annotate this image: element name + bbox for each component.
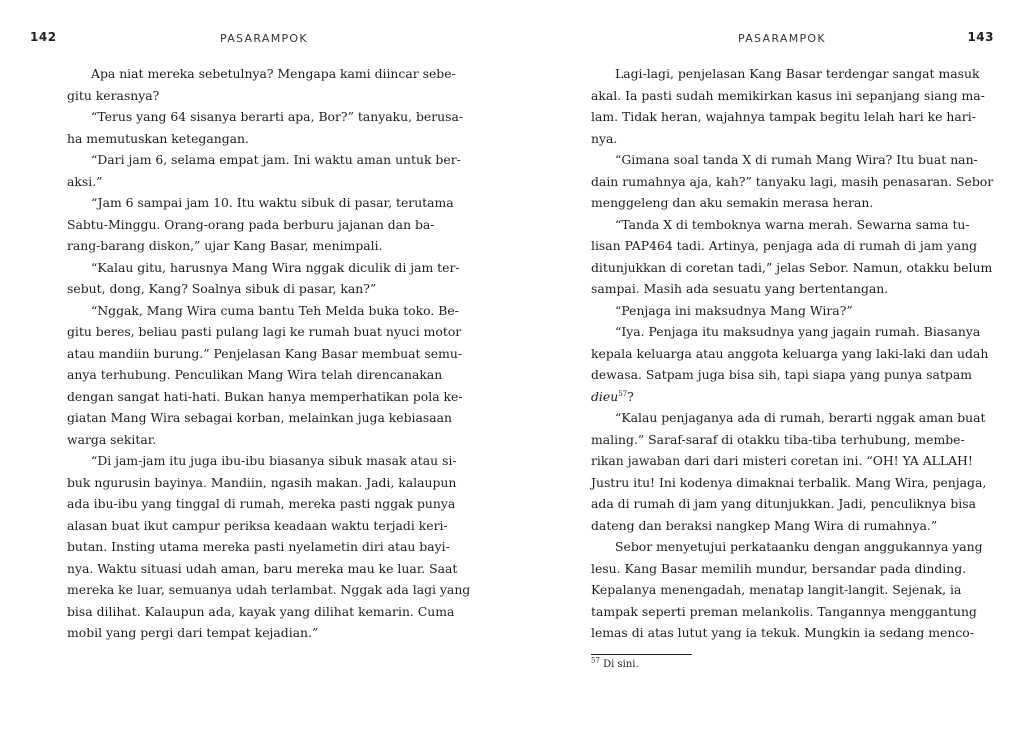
text-line: lam. Tidak heran, wajahnya tampak begitu lelah hari ke hari- [591, 109, 976, 124]
text-line [591, 386, 958, 408]
text-line: bisa dilihat. Kalaupun ada, kayak yang dilihat kemarin. Cuma [67, 603, 455, 619]
text-line: tampak seperti preman melankolis. Tangannya menggantung [591, 603, 977, 619]
footnote-ref: 57 [618, 389, 628, 398]
footnote-text: Di sini. [603, 659, 639, 670]
page-number-left: 142 [30, 30, 57, 44]
text-line: aksi.” [67, 173, 103, 189]
footnote-number: 57 [591, 656, 600, 665]
text-line: “Gimana soal tanda X di rumah Mang Wira? Itu buat nan- [615, 152, 978, 167]
text-line: “Kalau gitu, harusnya Mang Wira nggak diculik di jam ter- [91, 259, 460, 275]
text-line: “Jam 6 sampai jam 10. Itu waktu sibuk di pasar, terutama [91, 195, 454, 210]
text-line: dengan sangat hati-hati. Bukan hanya memperhatikan pola ke- [67, 388, 463, 404]
right-page [512, 0, 1024, 748]
text-line: ada ibu-ibu yang tinggal di rumah, mereka pasti nggak punya [67, 496, 456, 511]
text-line: warga sekitar. [67, 431, 157, 447]
text-line: dateng dan beraksi nangkep Mang Wira di rumahnya.” [591, 517, 938, 533]
text-line: rikan jawaban dari dari misteri coretan ini. “OH! YA ALLAH! [591, 453, 973, 468]
text-line: nya. [591, 130, 618, 146]
line-tail: ? [627, 388, 634, 404]
text-line: lemas di atas lutut yang ia tekuk. Mungkin ia sedang menco- [591, 625, 974, 640]
text-line: atau mandiin burung.” Penjelasan Kang Basar membuat semu- [67, 345, 463, 361]
italic-word: dieu [591, 388, 619, 404]
text-line: Kepalanya menengadah, menatap langit-langit. Sejenak, ia [591, 582, 962, 597]
running-head-left: PASARAMPOK [220, 32, 308, 45]
text-line: rang-barang diskon,” ujar Kang Basar, menimpali. [67, 238, 383, 253]
text-line: “Terus yang 64 sisanya berarti apa, Bor?” tanyaku, berusa- [91, 109, 464, 124]
text-line: mobil yang pergi dari tempat kejadian.” [67, 625, 319, 640]
left-page-body [67, 63, 471, 644]
text-line: mereka ke luar, semuanya udah terlambat. Nggak ada lagi yang [67, 582, 471, 597]
text-line: dain rumahnya aja, kah?” tanyaku lagi, masih penasaran. Sebor [591, 173, 994, 189]
text-line: giatan Mang Wira sebagai korban, melainkan juga kebiasaan [67, 410, 453, 425]
text-line: lesu. Kang Basar memilih mundur, bersandar pada dinding. [591, 560, 967, 576]
text-line: buk ngurusin bayinya. Mandiin, ngasih makan. Jadi, kalaupun [67, 474, 457, 490]
text-line: ada di rumah di jam yang ditunjukkan. Jadi, penculiknya bisa [591, 496, 977, 511]
text-line: alasan buat ikut campur periksa keadaan waktu terjadi keri- [67, 517, 448, 533]
text-line: sebut, dong, Kang? Soalnya sibuk di pasar, kan?” [67, 281, 377, 296]
text-line: lisan PAP464 tadi. Artinya, penjaga ada di rumah di jam yang [591, 238, 978, 253]
text-line: gitu kerasnya? [67, 87, 160, 103]
text-line: Sebor menyetujui perkataanku dengan anggukannya yang [615, 539, 983, 554]
text-line: “Nggak, Mang Wira cuma bantu Teh Melda buka toko. Be- [91, 302, 459, 318]
text-line: “Di jam-jam itu juga ibu-ibu biasanya sibuk masak atau si- [91, 453, 457, 468]
text-line: Sabtu-Minggu. Orang-orang pada berburu jajanan dan ba- [67, 216, 435, 232]
text-line: “Penjaga ini maksudnya Mang Wira?” [615, 302, 853, 318]
text-line: Lagi-lagi, penjelasan Kang Basar terdengar sangat masuk [615, 66, 980, 81]
text-line: maling.” Saraf-saraf di otakku tiba-tiba terhubung, membe- [591, 431, 965, 447]
page-number-right: 143 [967, 30, 994, 44]
text-line: Justru itu! Ini kodenya dimaknai terbalik. Mang Wira, penjaga, [591, 474, 987, 490]
text-line: menggeleng dan aku semakin merasa heran. [591, 195, 874, 210]
text-line: butan. Insting utama mereka pasti nyelametin diri atau bayi- [67, 539, 450, 554]
text-line: akal. Ia pasti sudah memikirkan kasus ini sepanjang siang ma- [591, 87, 985, 103]
text-line: “Dari jam 6, selama empat jam. Ini waktu aman untuk ber- [91, 152, 461, 167]
text-line: gitu beres, beliau pasti pulang lagi ke rumah buat nyuci motor [67, 324, 462, 339]
text-line: kepala keluarga atau anggota keluarga yang laki-laki dan udah [591, 345, 989, 361]
text-line: sampai. Masih ada sesuatu yang bertentangan. [591, 281, 889, 296]
text-line: dewasa. Satpam juga bisa sih, tapi siapa yang punya satpam [591, 367, 972, 382]
footnote [591, 658, 639, 672]
text-line: ha memutuskan ketegangan. [67, 130, 249, 146]
text-line: “Kalau penjaganya ada di rumah, berarti nggak aman buat [615, 410, 986, 425]
text-line: Apa niat mereka sebetulnya? Mengapa kami diincar sebe- [91, 66, 456, 81]
text-line: anya terhubung. Penculikan Mang Wira telah direncanakan [67, 367, 443, 382]
text-line: “Iya. Penjaga itu maksudnya yang jagain rumah. Biasanya [615, 324, 981, 339]
footnote-separator [591, 654, 692, 655]
text-line: nya. Waktu situasi udah aman, baru mereka mau ke luar. Saat [67, 560, 458, 576]
running-head-right: PASARAMPOK [738, 32, 826, 45]
right-page-body [591, 63, 994, 644]
text-line: “Tanda X di temboknya warna merah. Sewarna sama tu- [615, 216, 970, 232]
text-line: ditunjukkan di coretan tadi,” jelas Sebor. Namun, otakku belum [591, 259, 993, 275]
